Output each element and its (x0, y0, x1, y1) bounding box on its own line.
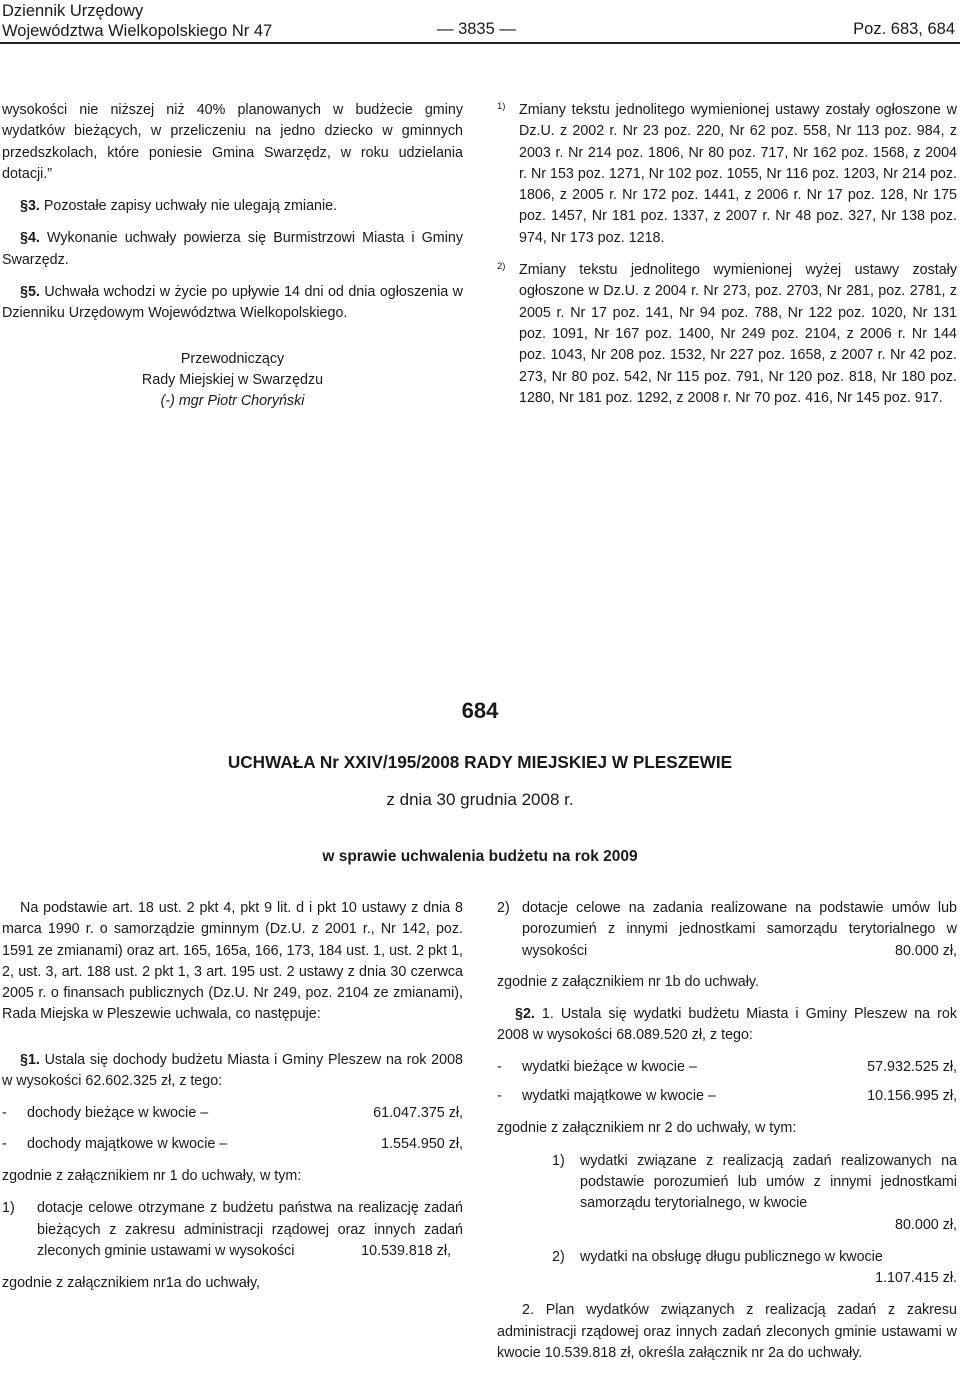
paragraph-text: Pozostałe zapisy uchwały nie ulegają zmianie. (39, 198, 338, 215)
page-number: — 3835 — (437, 20, 516, 38)
expense-sub-item-2 (552, 1247, 957, 1290)
previous-resolution-end (2, 100, 463, 413)
paragraph-5 (2, 282, 463, 325)
resolution-number: 684 (461, 698, 499, 723)
point-label: 2. (522, 1302, 534, 1319)
section-label: §1. (20, 1051, 40, 1068)
expense-sub-item-1 (552, 1151, 957, 1236)
item-amount: 10.539.818 zł, (361, 1242, 451, 1259)
section-2 (497, 1004, 957, 1047)
header-divider (0, 42, 960, 44)
publication-issue: Województwa Wielkopolskiego Nr 47 (2, 22, 273, 40)
paragraph-3 (2, 196, 463, 217)
income-property-row (2, 1134, 463, 1155)
paragraph-4 (2, 228, 463, 271)
section-2-point-2 (497, 1300, 957, 1364)
income-current-amount: 61.047.375 zł, (373, 1105, 463, 1122)
item-number: 1) (2, 1200, 15, 1217)
point-text: Plan wydatków związanych z realizacją zadań z zakresu administracji rządowej oraz innych zadań zleconych gminie ustawami w kwocie 10.539.818 zł, określa załącznik nr 2a do uchwały. (497, 1302, 957, 1362)
paragraph-text: Wykonanie uchwały powierza się Burmistrzowi Miasta i Gminy Swarzędz. (2, 230, 463, 268)
footnote-number: 2) (497, 261, 506, 273)
item-text: wydatki na obsługę długu publicznego w kwocie (580, 1248, 883, 1265)
footnote-text: Zmiany tekstu jednolitego wymienionej wyżej ustawy zostały ogłoszone w Dz.U. z 2004 r. Nr 273, poz. 2703, Nr 281, poz. 2781, z 2005 r. Nr 17 poz. 141, Nr 94 poz. 788, Nr 122 poz. 1020, Nr 131 poz. 1091, Nr 167 poz. 1400, Nr 249 poz. 2104, z 2006 r. Nr 144 poz. 1043, Nr 208 poz. 1532, Nr 227 poz. 1658, z 2007 r. Nr 42 poz. 273, Nr 80 poz. 542, Nr 115 poz. 791, Nr 120 poz. 818, Nr 180 poz. 1280, Nr 181 poz. 1292, z 2008 r. Nr 70 poz. 416, Nr 145 poz. 917. (519, 262, 957, 406)
publication-header (2, 1, 272, 41)
footnote (497, 260, 957, 409)
footnote-number: 1) (497, 101, 506, 112)
expense-current-amount: 57.932.525 zł, (867, 1058, 957, 1075)
income-property-label: dochody majątkowe w kwocie – (27, 1135, 228, 1152)
item-amount: 80.000 zł, (895, 1216, 957, 1233)
signature-role: Przewodniczący (180, 350, 285, 367)
paragraph-label: §3. (20, 198, 40, 215)
resolution-date: z dnia 30 grudnia 2008 r. (386, 790, 574, 809)
continuation-paragraph: wysokości nie niższej niż 40% planowanych w budżecie gminy wydatków bieżących, w przeliczeniu na jedno dziecko w gminnych przedszkolach, które poniesie Gmina Swarzędz, w roku udzielania dotacji.” (2, 102, 463, 182)
dash-marker: - (497, 1058, 502, 1075)
item-text: dotacje celowe otrzymane z budżetu państwa na realizację zadań bieżących z zakresu administracji rządowej oraz innych zadań zleconych gminie ustawami w wysokości (37, 1200, 463, 1259)
income-property-amount: 1.554.950 zł, (381, 1135, 463, 1152)
publication-title: Dziennik Urzędowy (2, 2, 144, 20)
positions-label: Poz. 683, 684 (853, 20, 955, 38)
expense-property-amount: 10.156.995 zł, (867, 1088, 957, 1105)
dash-marker: - (497, 1088, 502, 1105)
item-text: dotacje celowe na zadania realizowane na podstawie umów lub porozumień z innymi jednostkami samorządu terytorialnego w wysokości (522, 900, 957, 959)
income-item-2 (497, 898, 957, 962)
item-number: 1) (552, 1152, 565, 1169)
income-item-1 (2, 1198, 463, 1262)
signature-name: (-) mgr Piotr Choryński (160, 393, 305, 410)
footnote (497, 100, 957, 249)
signature-council: Rady Miejskiej w Swarzędzu (141, 371, 324, 388)
expense-current-row (497, 1057, 957, 1078)
resolution-subject: w sprawie uchwalenia budżetu na rok 2009 (322, 848, 638, 865)
section-text: Ustala się dochody budżetu Miasta i Gminy Pleszew na rok 2008 w wysokości 62.602.325 zł, z tego: (2, 1051, 463, 1090)
attachment-note: zgodnie z załącznikiem nr 1 do uchwały, w tym: (2, 1167, 302, 1184)
signature-block (2, 349, 463, 413)
resolution-body-left (2, 898, 463, 1294)
item-number: 2) (497, 900, 510, 916)
income-current-row (2, 1103, 463, 1124)
paragraph-label: §4. (20, 230, 40, 247)
dash-marker: - (2, 1105, 7, 1122)
item-text: wydatki związane z realizacją zadań realizowanych na podstawie porozumień lub umów z innymi jednostkami samorządu terytorialnego, w kwocie (580, 1152, 957, 1212)
item-amount: 1.107.415 zł. (875, 1270, 957, 1287)
preamble: Na podstawie art. 18 ust. 2 pkt 4, pkt 9 lit. d i pkt 10 ustawy z dnia 8 marca 1990 r. o samorządzie gminnym (Dz.U. z 2001 r., Nr 142, poz. 1591 ze zmianami) oraz art. 165, 165a, 166, 173, 184 ust. 1, ust. 2 pkt 1, 2, ust. 3, art. 188 ust. 2 pkt 1, 3 art. 195 ust. 2 ustawy z dnia 30 czerwca 2005 r. o finansach publicznych (Dz.U. Nr 249, poz. 2104 ze zmianami), Rada Miejska w Pleszewie uchwala, co następuje: (2, 900, 463, 1023)
paragraph-label: §5. (20, 284, 40, 301)
resolution-body-right (497, 898, 957, 1364)
expense-property-row (497, 1086, 957, 1107)
dash-marker: - (2, 1135, 7, 1152)
section-1 (2, 1050, 463, 1093)
item-amount: 80.000 zł, (895, 942, 957, 959)
resolution-title: UCHWAŁA Nr XXIV/195/2008 RADY MIEJSKIEJ W PLESZEWIE (227, 752, 733, 772)
attachment-note: zgodnie z załącznikiem nr 1b do uchwały. (497, 973, 759, 990)
paragraph-text: Uchwała wchodzi w życie po upływie 14 dni od dnia ogłoszenia w Dzienniku Urzędowym Województwa Wielkopolskiego. (2, 284, 463, 322)
expense-current-label: wydatki bieżące w kwocie – (522, 1058, 697, 1075)
footnotes (497, 100, 957, 409)
attachment-note: zgodnie z załącznikiem nr1a do uchwały, (2, 1275, 261, 1292)
income-current-label: dochody bieżące w kwocie – (27, 1105, 209, 1122)
section-label: §2. (515, 1006, 535, 1023)
attachment-note: zgodnie z załącznikiem nr 2 do uchwały, w tym: (497, 1120, 797, 1137)
item-number: 2) (552, 1248, 565, 1265)
expense-property-label: wydatki majątkowe w kwocie – (522, 1088, 716, 1105)
section-text: 1. Ustala się wydatki budżetu Miasta i Gminy Pleszew na rok 2008 w wysokości 68.089.520 zł, z tego: (497, 1006, 957, 1044)
footnote-text: Zmiany tekstu jednolitego wymienionej ustawy zostały ogłoszone w Dz.U. z 2002 r. Nr 23 poz. 220, Nr 62 poz. 558, Nr 113 poz. 984, z 2003 r. Nr 214 poz. 1806, Nr 80 poz. 717, Nr 162 poz. 1568, z 2004 r. Nr 153 poz. 1271, Nr 102 poz. 1055, Nr 116 poz. 1203, Nr 214 poz. 1806, z 2005 r. Nr 172 poz. 1441, z 2006 r. Nr 17 poz. 128, Nr 175 poz. 1457, Nr 181 poz. 1337, z 2007 r. Nr 48 poz. 327, Nr 138 poz. 974, Nr 173 poz. 1218. (519, 102, 957, 246)
